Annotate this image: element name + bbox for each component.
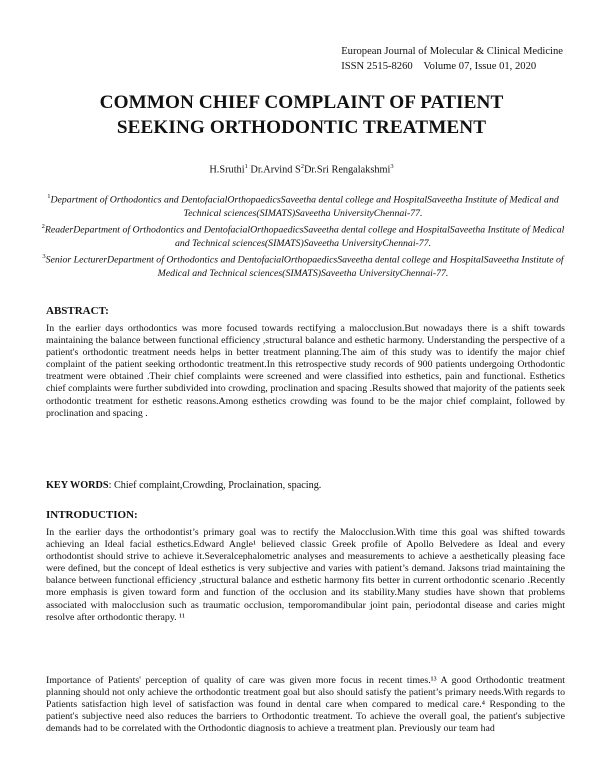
intro-paragraph-2: Importance of Patients' perception of quality of care was given more focus in recent times.¹³ A good Orthodontic treatment planning should not only achieve the orthodontic treatment goal but also should satisfy the patient’s primary needs.With regards to Patients satisfaction high level of satisfaction was found in dental care when compared to medical care.⁴ Responding to the patient's subjective need also reduces the barriers to Orthodontic treatment. To achieve the overall goal, the patient's subjective demands had to be correlated with the Orthodontic diagnosis to achieve a treatment plan. Previously our team had <box>46 675 565 735</box>
journal-header <box>341 44 563 74</box>
keywords-text: : Chief complaint,Crowding, Proclaination, spacing. <box>108 480 322 491</box>
title-line-1: COMMON CHIEF COMPLAINT OF PATIENT <box>99 92 504 113</box>
author-name: Dr.Sri Rengalakshmi <box>303 164 391 176</box>
abstract-body: In the earlier days orthodontics was more focused towards rectifying a malocclusion.But nowadays there is a shift towards maintaining the balance between functional efficiency ,structural balance and esthetic harmony. Understanding the perspective of a patient's orthodontic treatment needs helps in better treatment planning.The aim of this study was to identify the major chief complaint of the patient seeking orthodontic treatment.In this retrospective study records of 900 patients undergoing Orthodontic treatment were obtained .Their chief complaints were screened and were classified into esthetics, pain and functional. Esthetics chief complaints were further subdivided into crowding, proclination and spacing .Results showed that majority of the patients seek orthodontic treatment for esthetic reasons.Among esthetics crowding was found to be the major chief complaint, followed by proclination and spacing . <box>46 323 565 419</box>
affiliation-text: ReaderDepartment of Orthodontics and DentofacialOrthopaedicsSaveetha dental college and HospitalSaveetha Institute of Medical and Technical sciences(SIMATS)Saveetha UniversityChennai-77. <box>44 224 565 249</box>
affiliation <box>38 250 568 280</box>
abstract-heading: ABSTRACT: <box>46 305 109 317</box>
title-line-2: SEEKING ORTHODONTIC TREATMENT <box>116 117 487 138</box>
journal-issn: ISSN 2515-8260 <box>341 61 413 72</box>
journal-name: European Journal of Molecular & Clinical Medicine <box>341 46 563 57</box>
affiliation <box>38 220 568 250</box>
keywords-label: KEY WORDS <box>46 480 109 491</box>
paper-title <box>30 90 573 140</box>
author-list <box>0 163 603 175</box>
affiliation-text: Department of Orthodontics and DentofacialOrthopaedicsSaveetha dental college and HospitalSaveetha Institute of Medical and Technical sciences(SIMATS)Saveetha UniversityChennai-77. <box>50 194 559 219</box>
author-sup: 1 <box>244 163 248 170</box>
affiliation <box>38 190 568 220</box>
keywords <box>46 480 321 491</box>
author-name: Dr.Arvind S <box>250 164 301 176</box>
affiliation-sup: 1 <box>47 193 51 200</box>
journal-volume: Volume 07, Issue 01, 2020 <box>423 61 537 72</box>
intro-paragraph-1: In the earlier days the orthodontist’s primary goal was to rectify the Malocclusion.With time this goal was shifted towards achieving an Ideal facial esthetics.Edward Angle¹ believed classic Greek profile of Apollo Belvedere as Ideal and every orthodontist should strive to achieve it.Severalcephalometric analyses and measurements to achieve a aesthetically pleasing face were defined, but the concept of Ideal esthetics is very subjective and varies with patient’s demand. Jaksons triad maintaining the balance between functional efficiency ,structural balance and esthetic harmony fits better in current orthodontic scenario .Recently more emphasis is given toward form and function of the occlusion and its stability.Many studies have shown that problems associated with malocclusion such as traumatic occlusion, temporomandibular joint pain, periodontal disease and caries might resolve after orthodontic therapy. ¹¹ <box>46 527 565 623</box>
affiliation-sup: 2 <box>41 223 45 231</box>
affiliations <box>38 190 568 280</box>
author-sup: 3 <box>390 163 394 170</box>
affiliation-text: Senior LecturerDepartment of Orthodontics and DentofacialOrthopaedicsSaveetha dental college and HospitalSaveetha Institute of Medical and Technical sciences(SIMATS)Saveetha UniversityChennai-77. <box>45 254 564 279</box>
introduction-heading: INTRODUCTION: <box>46 509 138 521</box>
affiliation-sup: 3 <box>42 253 46 261</box>
author-sup: 2 <box>300 163 304 170</box>
author-name: H.Sruthi <box>209 164 245 176</box>
journal-issue-line <box>341 59 563 74</box>
